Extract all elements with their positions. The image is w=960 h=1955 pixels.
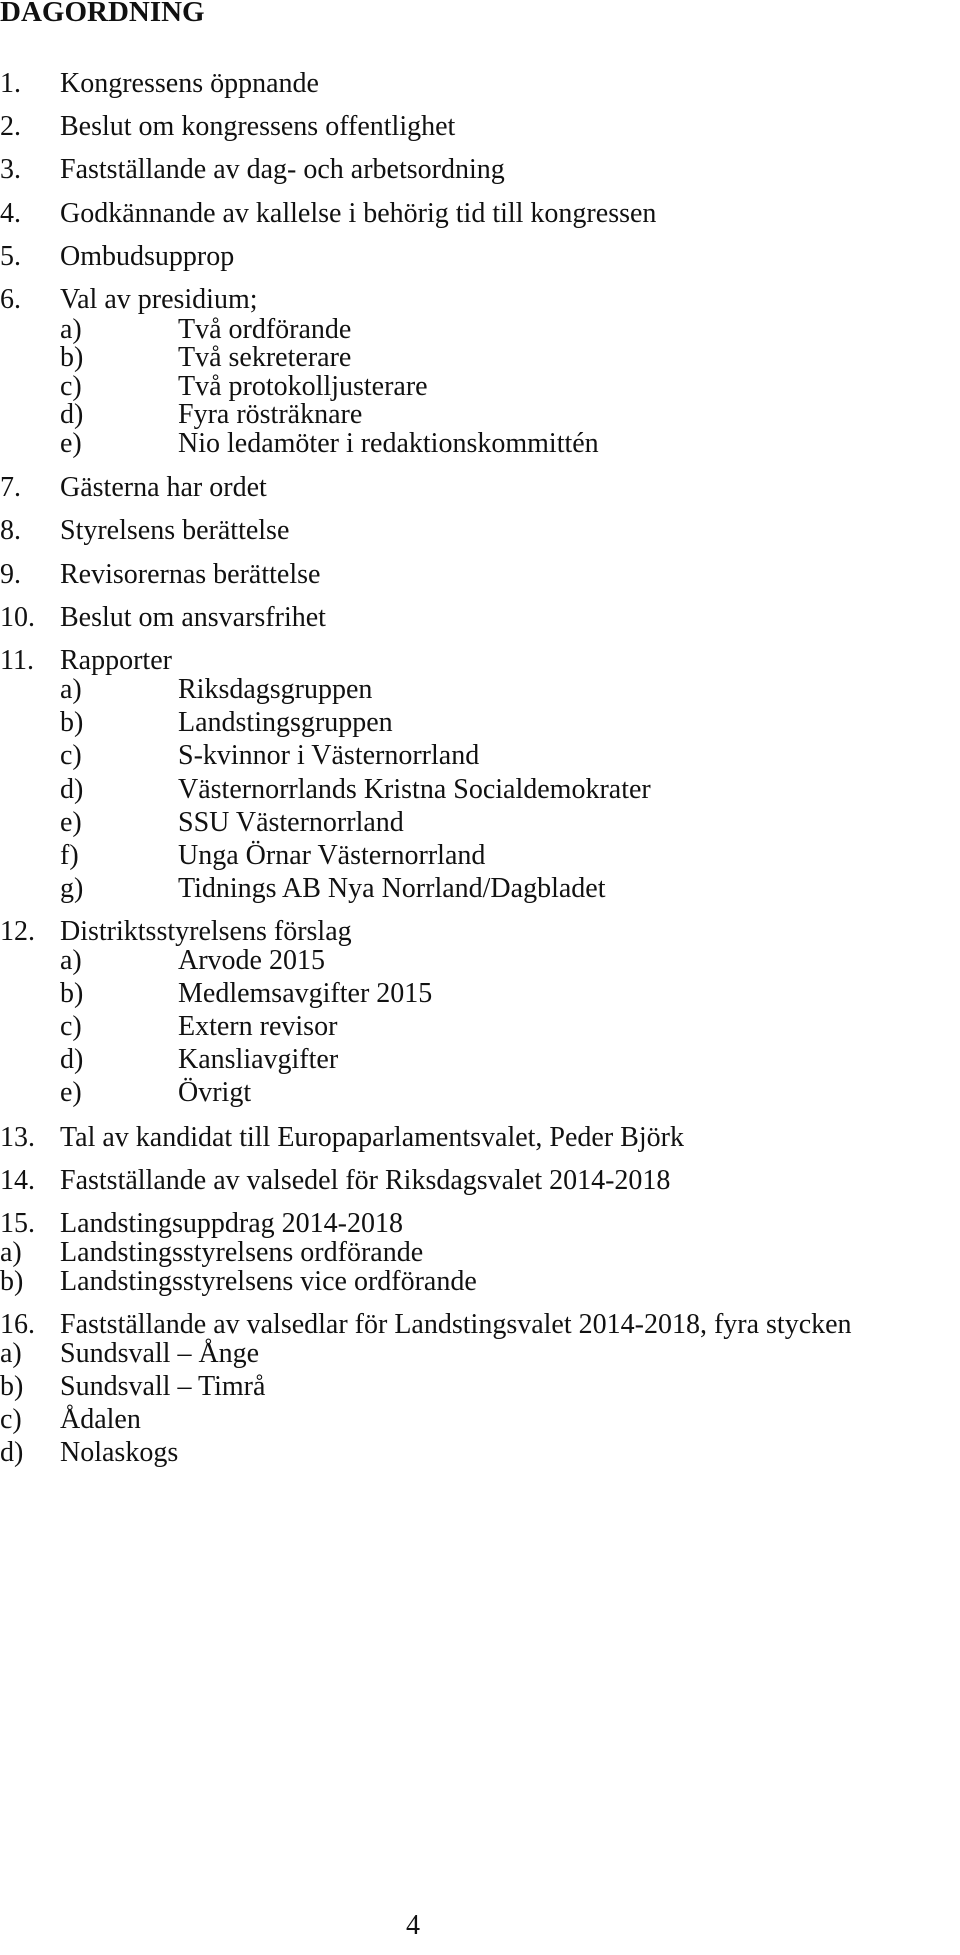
- sub-item-text: Extern revisor: [178, 1011, 338, 1042]
- item-text: Landstingsuppdrag 2014-2018: [60, 1208, 403, 1239]
- sub-item-letter: g): [60, 873, 84, 904]
- sub-item-text: Nolaskogs: [60, 1437, 179, 1468]
- sub-item-text: Sundsvall – Ånge: [60, 1338, 260, 1369]
- sub-item-letter: a): [0, 1338, 22, 1369]
- item-text: Tal av kandidat till Europaparlamentsvalet, Peder Björk: [60, 1122, 684, 1153]
- item-text: Revisorernas berättelse: [60, 559, 321, 590]
- item-number: 12.: [0, 916, 35, 947]
- item-text: Styrelsens berättelse: [60, 515, 290, 546]
- sub-item-text: Medlemsavgifter 2015: [178, 978, 433, 1009]
- sub-item-letter: c): [60, 740, 82, 771]
- item-number: 7.: [0, 472, 21, 503]
- sub-item-letter: e): [60, 1077, 82, 1108]
- sub-item-letter: b): [0, 1266, 24, 1297]
- item-number: 14.: [0, 1165, 35, 1196]
- item-number: 5.: [0, 241, 21, 272]
- sub-item-text: Ådalen: [60, 1404, 141, 1435]
- item-text: Ombudsupprop: [60, 241, 235, 272]
- item-text: Distriktsstyrelsens förslag: [60, 916, 352, 947]
- item-number: 6.: [0, 284, 21, 315]
- item-number: 2.: [0, 111, 21, 142]
- sub-item-letter: d): [60, 1044, 84, 1075]
- sub-item-letter: a): [60, 314, 82, 345]
- page-number: 4: [406, 1910, 420, 1941]
- sub-item-text: S-kvinnor i Västernorrland: [178, 740, 480, 771]
- sub-item-letter: a): [60, 945, 82, 976]
- item-text: Rapporter: [60, 645, 172, 676]
- sub-item-text: Landstingsgruppen: [178, 707, 393, 738]
- item-text: Fastställande av valsedel för Riksdagsvalet 2014-2018: [60, 1165, 671, 1196]
- item-number: 9.: [0, 559, 21, 590]
- item-text: Godkännande av kallelse i behörig tid till kongressen: [60, 198, 657, 229]
- sub-item-letter: b): [60, 707, 84, 738]
- sub-item-text: Övrigt: [178, 1077, 252, 1108]
- sub-item-text: Arvode 2015: [178, 945, 325, 976]
- sub-item-text: Landstingsstyrelsens vice ordförande: [60, 1266, 477, 1297]
- item-text: Kongressens öppnande: [60, 68, 319, 99]
- sub-item-text: Sundsvall – Timrå: [60, 1371, 266, 1402]
- sub-item-letter: d): [0, 1437, 24, 1468]
- item-number: 13.: [0, 1122, 35, 1153]
- sub-item-text: Nio ledamöter i redaktionskommittén: [178, 428, 599, 459]
- sub-item-letter: d): [60, 774, 84, 805]
- sub-item-letter: c): [60, 371, 82, 402]
- item-number: 11.: [0, 645, 34, 676]
- item-number: 10.: [0, 602, 35, 633]
- item-number: 8.: [0, 515, 21, 546]
- sub-item-letter: a): [0, 1237, 22, 1268]
- sub-item-text: Landstingsstyrelsens ordförande: [60, 1237, 424, 1268]
- item-number: 16.: [0, 1309, 35, 1340]
- sub-item-letter: b): [60, 978, 84, 1009]
- sub-item-text: Två ordförande: [178, 314, 352, 345]
- item-text: Gästerna har ordet: [60, 472, 267, 503]
- sub-item-letter: d): [60, 399, 84, 430]
- item-text: Val av presidium;: [60, 284, 258, 315]
- sub-item-text: Riksdagsgruppen: [178, 674, 373, 705]
- sub-item-text: Västernorrlands Kristna Socialdemokrater: [178, 774, 651, 805]
- item-text: Beslut om kongressens offentlighet: [60, 111, 456, 142]
- sub-item-letter: b): [0, 1371, 24, 1402]
- item-number: 15.: [0, 1208, 35, 1239]
- item-number: 3.: [0, 154, 21, 185]
- agenda-title: DAGORDNING: [0, 0, 205, 28]
- sub-item-letter: c): [0, 1404, 22, 1435]
- item-text: Beslut om ansvarsfrihet: [60, 602, 326, 633]
- sub-item-text: Tidnings AB Nya Norrland/Dagbladet: [178, 873, 606, 904]
- item-number: 1.: [0, 68, 21, 99]
- sub-item-text: Kansliavgifter: [178, 1044, 339, 1075]
- item-text: Fastställande av valsedlar för Landstingsvalet 2014-2018, fyra stycken: [60, 1309, 852, 1340]
- item-number: 4.: [0, 198, 21, 229]
- sub-item-text: Två protokolljusterare: [178, 371, 428, 402]
- item-text: Fastställande av dag- och arbetsordning: [60, 154, 505, 185]
- sub-item-letter: c): [60, 1011, 82, 1042]
- sub-item-text: Unga Örnar Västernorrland: [178, 840, 486, 871]
- sub-item-letter: e): [60, 428, 82, 459]
- sub-item-letter: e): [60, 807, 82, 838]
- sub-item-text: SSU Västernorrland: [178, 807, 404, 838]
- sub-item-letter: f): [60, 840, 79, 871]
- sub-item-text: Två sekreterare: [178, 342, 352, 373]
- sub-item-letter: b): [60, 342, 84, 373]
- sub-item-text: Fyra rösträknare: [178, 399, 363, 430]
- sub-item-letter: a): [60, 674, 82, 705]
